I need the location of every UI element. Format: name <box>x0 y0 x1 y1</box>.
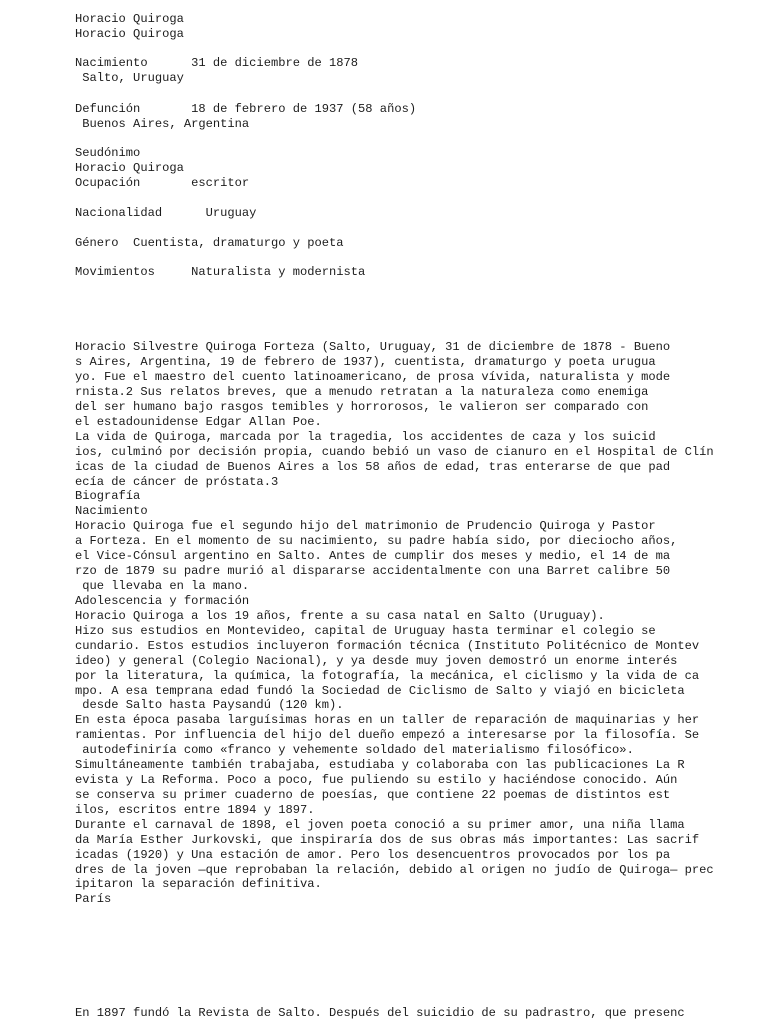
body-line: icas de la ciudad de Buenos Aires a los 58 años de edad, tras enterarse de que pad <box>75 460 671 474</box>
body-line: ecía de cáncer de próstata.3 <box>75 475 279 489</box>
infobox-death-row: Defunción 18 de febrero de 1937 (58 años) <box>75 102 417 116</box>
body-line: por la literatura, la química, la fotografía, la mecánica, el ciclismo y la vida de ca <box>75 669 700 683</box>
body-line: dres de la joven —que reprobaban la relación, debido al origen no judío de Quiroga— prec <box>75 863 714 877</box>
body-line: ramientas. Por influencia del hijo del dueño empezó a interesarse por la filosofía. Se <box>75 728 700 742</box>
body-line: Horacio Silvestre Quiroga Forteza (Salto, Uruguay, 31 de diciembre de 1878 - Bueno <box>75 340 671 354</box>
infobox-caption: Horacio Quiroga <box>75 27 184 41</box>
infobox-death-place: Buenos Aires, Argentina <box>75 117 250 131</box>
section-heading-biografia: Biografía <box>75 489 141 503</box>
body-line: desde Salto hasta Paysandú (120 km). <box>75 698 344 712</box>
image-caption-line: Horacio Quiroga a los 19 años, frente a su casa natal en Salto (Uruguay). <box>75 609 605 623</box>
body-line: ideo) y general (Colegio Nacional), y ya desde muy joven demostró un enorme interés <box>75 654 678 668</box>
body-line: icadas (1920) y Una estación de amor. Pero los desencuentros provocados por los pa <box>75 848 671 862</box>
body-line: Horacio Quiroga fue el segundo hijo del matrimonio de Prudencio Quiroga y Pastor <box>75 519 656 533</box>
body-line: que llevaba en la mano. <box>75 579 250 593</box>
section-heading-paris: París <box>75 892 112 906</box>
body-line: La vida de Quiroga, marcada por la tragedia, los accidentes de caza y los suicid <box>75 430 656 444</box>
body-line: yo. Fue el maestro del cuento latinoamericano, de prosa vívida, naturalista y mode <box>75 370 671 384</box>
body-line: autodefiniría como «franco y vehemente soldado del materialismo filosófico». <box>75 743 634 757</box>
body-line: Simultáneamente también trabajaba, estudiaba y colaboraba con las publicaciones La R <box>75 758 685 772</box>
infobox-birth-row: Nacimiento 31 de diciembre de 1878 <box>75 56 359 70</box>
section-heading-adolescencia: Adolescencia y formación <box>75 594 250 608</box>
infobox-nationality-row: Nacionalidad Uruguay <box>75 206 257 220</box>
body-line: s Aires, Argentina, 19 de febrero de 1937), cuentista, dramaturgo y poeta urugua <box>75 355 656 369</box>
infobox-name: Horacio Quiroga <box>75 12 184 26</box>
body-line: rnista.2 Sus relatos breves, que a menudo retratan a la naturaleza como enemiga <box>75 385 649 399</box>
infobox-occupation-row: Ocupación escritor <box>75 176 250 190</box>
body-line: el Vice-Cónsul argentino en Salto. Antes de cumplir dos meses y medio, el 14 de ma <box>75 549 671 563</box>
body-line: ipitaron la separación definitiva. <box>75 877 322 891</box>
infobox-genre-row: Género Cuentista, dramaturgo y poeta <box>75 236 344 250</box>
section-heading-nacimiento: Nacimiento <box>75 504 148 518</box>
body-line: ios, culminó por decisión propia, cuando bebió un vaso de cianuro en el Hospital de Clín <box>75 445 714 459</box>
body-line: a Forteza. En el momento de su nacimiento, su padre había sido, por dieciocho años, <box>75 534 678 548</box>
infobox-pseudonym-label: Seudónimo <box>75 146 141 160</box>
footer-line: En 1897 fundó la Revista de Salto. Después del suicidio de su padrastro, que presenc <box>75 1006 685 1020</box>
body-line: Hizo sus estudios en Montevideo, capital de Uruguay hasta terminar el colegio se <box>75 624 656 638</box>
infobox-pseudonym-value: Horacio Quiroga <box>75 161 184 175</box>
body-line: Durante el carnaval de 1898, el joven poeta conoció a su primer amor, una niña llama <box>75 818 685 832</box>
body-line: del ser humano bajo rasgos temibles y horrorosos, le valieron ser comparado con <box>75 400 649 414</box>
body-line: cundario. Estos estudios incluyeron formación técnica (Instituto Politécnico de Montev <box>75 639 700 653</box>
body-line: da María Esther Jurkovski, que inspiraría dos de sus obras más importantes: Las sacrif <box>75 833 700 847</box>
body-line: el estadounidense Edgar Allan Poe. <box>75 415 322 429</box>
body-line: evista y La Reforma. Poco a poco, fue puliendo su estilo y haciéndose conocido. Aún <box>75 773 678 787</box>
body-line: En esta época pasaba larguísimas horas en un taller de reparación de maquinarias y her <box>75 713 700 727</box>
body-line: mpo. A esa temprana edad fundó la Sociedad de Ciclismo de Salto y viajó en bicicleta <box>75 684 685 698</box>
body-line: ilos, escritos entre 1894 y 1897. <box>75 803 315 817</box>
body-line: se conserva su primer cuaderno de poesías, que contiene 22 poemas de distintos est <box>75 788 671 802</box>
infobox-birth-place: Salto, Uruguay <box>75 71 184 85</box>
body-line: rzo de 1879 su padre murió al dispararse accidentalmente con una Barret calibre 50 <box>75 564 671 578</box>
infobox-movements-row: Movimientos Naturalista y modernista <box>75 265 366 279</box>
